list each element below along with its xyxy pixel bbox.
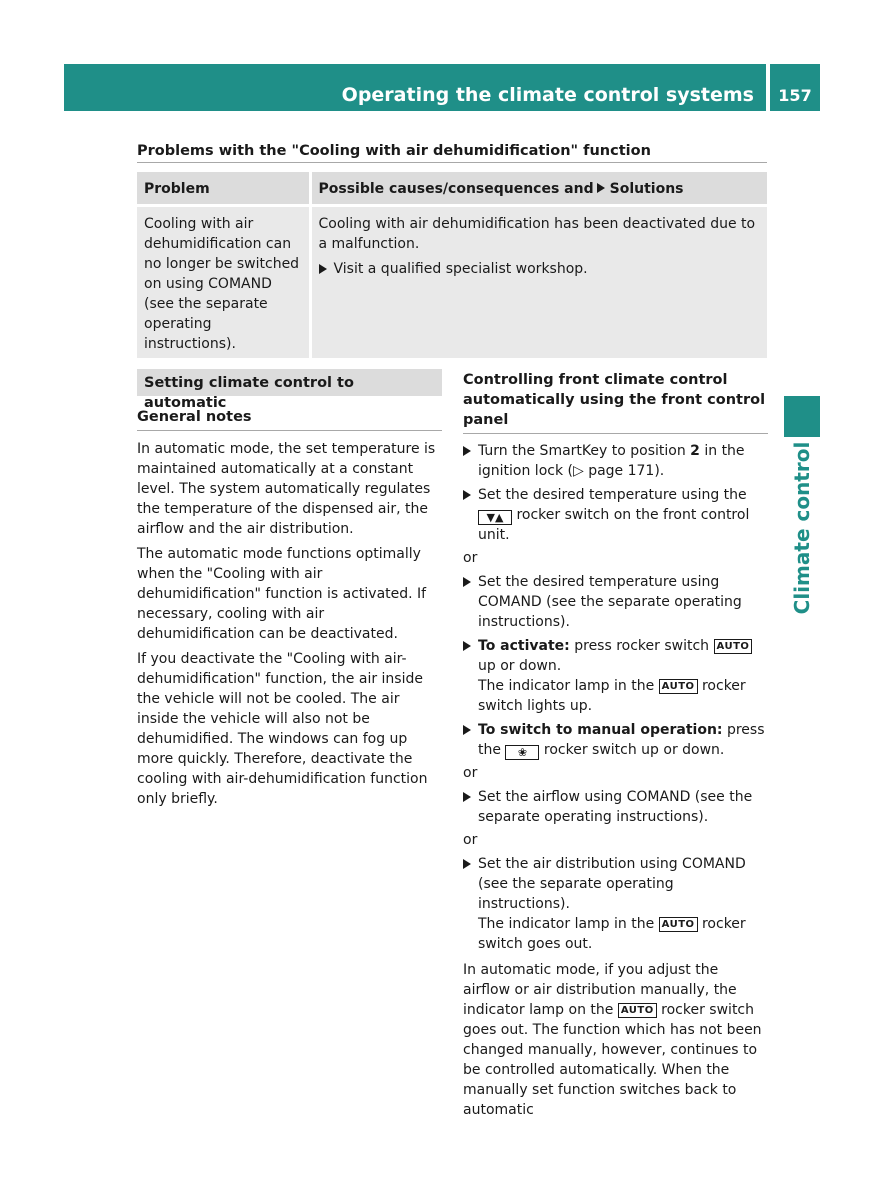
table-row	[137, 206, 767, 359]
paragraph: The automatic mode functions optimally when the "Cooling with air dehumidification" function is activated. If necessary, cooling with air dehumidification can be deactivated.	[137, 546, 427, 642]
step-item	[463, 441, 768, 481]
step-text: Set the desired temperature using the	[478, 487, 747, 503]
paragraph-text: rocker switch goes out. The function which has not been changed manually, however, continues to be controlled automatically. When the manually set function switches back to automatic	[463, 1002, 762, 1118]
step-text: rocker switch up or down.	[543, 742, 725, 758]
solution-text: Visit a qualified specialist workshop.	[333, 261, 588, 277]
paragraph: In automatic mode, the set temperature is maintained automatically at a constant level. The system automatically regulates the temperature of the dispensed air, the airflow and the air distribution.	[137, 441, 436, 537]
automatic-heading: Setting climate control to automatic	[137, 369, 442, 396]
header-causes-text: Possible causes/consequences and	[318, 181, 594, 197]
step-text: rocker switch on the front control unit.	[478, 507, 750, 543]
header-problem: Problem	[137, 172, 310, 206]
problems-table	[137, 172, 767, 358]
solution-step	[319, 259, 761, 279]
or-label: or	[463, 832, 478, 848]
step-item	[463, 854, 768, 954]
problems-heading: Problems with the "Cooling with air dehumidification" function	[137, 143, 767, 163]
table-header-row	[137, 172, 767, 206]
or-label: or	[463, 550, 478, 566]
header-bar	[64, 64, 766, 111]
cause-cell	[310, 206, 767, 359]
step-item	[463, 572, 768, 632]
arrow-right-icon	[463, 577, 471, 587]
arrow-right-icon	[463, 859, 471, 869]
paragraph: If you deactivate the "Cooling with air-dehumidification" function, the air inside the vehicle will not be cooled. The air inside the vehicle will also not be dehumidified. The windows can fog up more quickly. Therefore, deactivate the cooling with air-dehumidification function only briefly.	[137, 651, 428, 807]
step-text: Set the air distribution using COMAND (see the separate operating instructions).	[478, 856, 746, 912]
automatic-mode-paragraph	[463, 960, 768, 1120]
step-text: press the	[478, 722, 765, 758]
rocker-switch-icon: ▼▲	[478, 510, 512, 525]
step-bold: To activate:	[478, 638, 570, 654]
arrow-right-icon	[463, 446, 471, 456]
arrow-right-icon	[597, 183, 605, 193]
page-number-box	[770, 64, 820, 111]
header-causes	[310, 172, 767, 206]
paragraph-text: In automatic mode, if you adjust the airflow or air distribution manually, the indicator lamp on the	[463, 962, 737, 1018]
right-column	[463, 370, 768, 1120]
step-text: up or down.	[478, 658, 562, 674]
fan-icon: ❀	[505, 745, 539, 760]
step-text: The indicator lamp in the	[478, 678, 655, 694]
step-text: in the ignition lock (▷ page 171).	[478, 443, 745, 479]
step-bold: To switch to manual operation:	[478, 722, 723, 738]
step-item	[463, 787, 768, 827]
step-text: The indicator lamp in the	[478, 916, 655, 932]
arrow-right-icon	[463, 641, 471, 651]
or-label: or	[463, 765, 478, 781]
header-solutions-text: Solutions	[609, 181, 684, 197]
step-text: Set the desired temperature using COMAND (see the separate operating instructions).	[478, 574, 742, 630]
auto-button-icon: AUTO	[714, 639, 753, 654]
step-item	[463, 636, 768, 716]
general-notes-heading: General notes	[137, 407, 442, 431]
step-bold: 2	[690, 443, 700, 459]
step-text: Set the airflow using COMAND (see the separate operating instructions).	[478, 789, 753, 825]
auto-button-icon: AUTO	[618, 1003, 657, 1018]
step-item	[463, 720, 768, 760]
chapter-tab-marker	[784, 396, 820, 437]
arrow-right-icon	[463, 792, 471, 802]
cause-text: Cooling with air dehumidification has been deactivated due to a malfunction.	[318, 216, 756, 252]
auto-button-icon: AUTO	[659, 679, 698, 694]
page-number: 157	[778, 86, 812, 105]
chapter-tab	[784, 441, 820, 615]
front-control-heading: Controlling front climate control automatically using the front control panel	[463, 370, 768, 434]
step-text: rocker switch goes out.	[478, 916, 746, 952]
auto-button-icon: AUTO	[659, 917, 698, 932]
chapter-tab-label: Climate control	[790, 441, 814, 615]
left-column	[137, 369, 442, 809]
arrow-right-icon	[463, 490, 471, 500]
arrow-right-icon	[463, 725, 471, 735]
step-text: press rocker switch	[574, 638, 710, 654]
page-title: Operating the climate control systems	[341, 84, 754, 106]
problem-cell: Cooling with air dehumidification can no longer be switched on using COMAND (see the separate operating instructions).	[137, 206, 310, 359]
arrow-right-icon	[319, 264, 327, 274]
step-text: Turn the SmartKey to position	[478, 443, 686, 459]
step-text: rocker switch lights up.	[478, 678, 746, 714]
step-item	[463, 485, 768, 545]
